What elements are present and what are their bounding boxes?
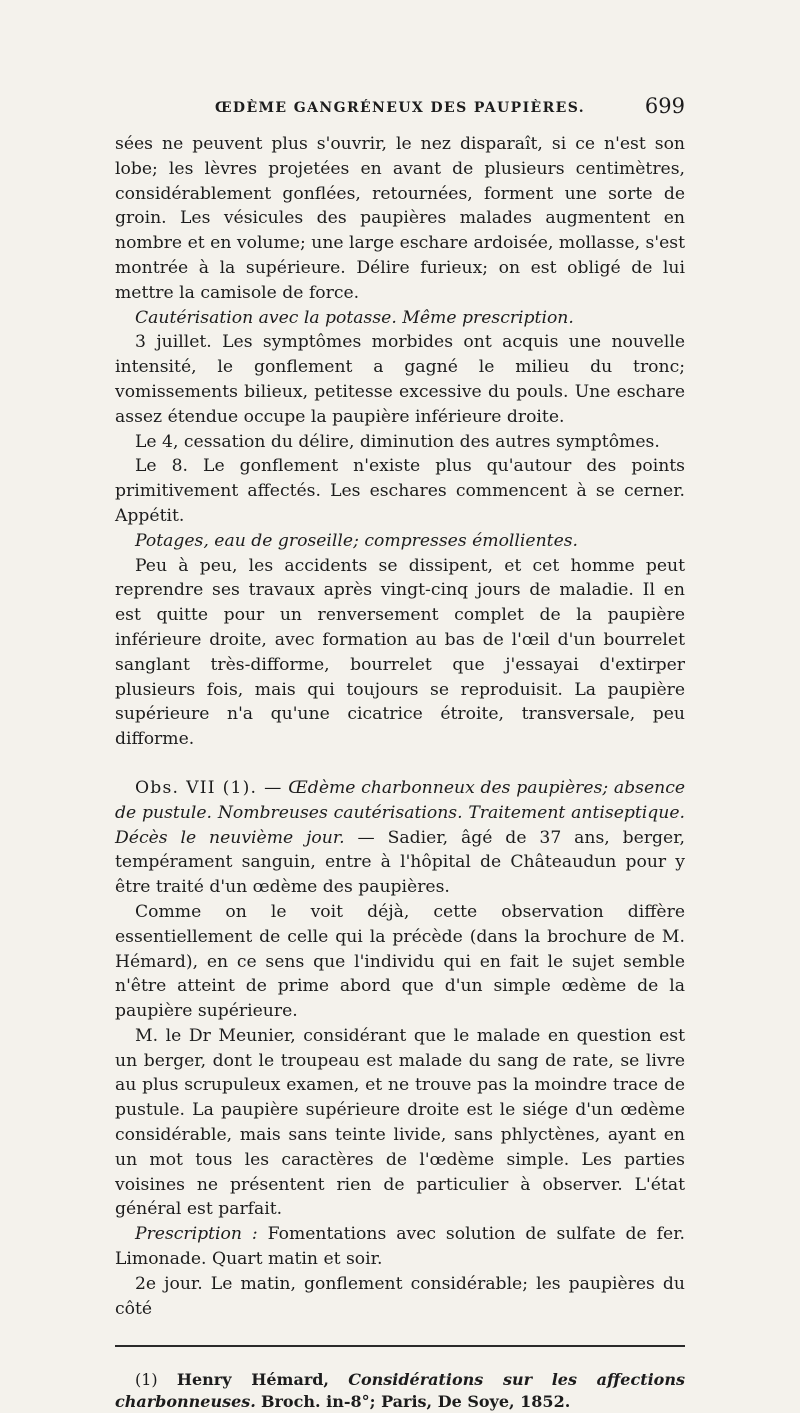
footnote-rule [115, 1345, 685, 1347]
paragraph-11: 2e jour. Le matin, gonflement considérable; les paupières du côté [115, 1273, 685, 1319]
observation-label: Obs. VII (1). — [135, 777, 283, 798]
paragraph-3: 3 juillet. Les symptômes morbides ont acquis une nouvelle intensité, le gonflement a gagné le milieu du tronc; vomissements bilieux, petitesse excessive du pouls. Une eschare assez étendue occupe la paupière inférieure droite. [115, 332, 685, 427]
paragraph-4: Le 4, cessation du délire, diminution des autres symptômes. [135, 431, 660, 452]
paragraph-9: M. le Dr Meunier, considérant que le malade en question est un berger, dont le troupeau est malade du sang de rate, se livre au plus scrupuleux examen, et ne trouve pas la moindre trace de pustule. La paupière supérieure droite est le siége d'un œdème considérable, mais sans teinte livide, sans phlyctènes, ayant en un mot tous les caractères de l'œdème simple. Les parties voisines ne présentent rien de particulier à observer. L'état général est parfait. [115, 1025, 685, 1220]
paragraph-5: Le 8. Le gonflement n'existe plus qu'autour des points primitivement affectés. Les eschares commencent à se cerner. Appétit. [115, 456, 685, 526]
observation-intro: — Sadier, âgé de 37 ans, berger, tempérament sanguin, entre à l'hôpital de Châteaudun pour y être traité d'un œdème des paupières. [115, 827, 685, 898]
footnote [115, 1369, 685, 1413]
paragraph-6 [115, 529, 685, 554]
page-header [115, 92, 685, 132]
body-text [115, 132, 685, 1321]
footnote-title: Considérations sur les affections charbonneuses. [115, 1370, 685, 1412]
prescription-text: Cautérisation avec la potasse. Même prescription. [135, 307, 574, 328]
running-title: ŒDÈME GANGRÉNEUX DES PAUPIÈRES. [215, 100, 585, 116]
paragraph-10 [115, 1222, 685, 1272]
paragraph-8: Comme on le voit déjà, cette observation diffère essentiellement de celle qui la précède (dans la brochure de M. Hémard), en ce sens que l'individu qui en fait le sujet semble n'être atteint de prime abord que d'un simple œdème de la paupière supérieure. [115, 901, 685, 1022]
paragraph-7: Peu à peu, les accidents se dissipent, et cet homme peut reprendre ses travaux après vingt-cinq jours de maladie. Il en est quitte pour un renversement complet de la paupière inférieure droite, avec formation au bas de l'œil d'un bourrelet sanglant très-difforme, bourrelet que j'essayai d'extirper plusieurs fois, mais qui toujours se reproduisit. La paupière supérieure n'a qu'une cicatrice étroite, transversale, peu difforme. [115, 555, 685, 750]
treatment-text: Potages, eau de groseille; compresses émollientes. [135, 530, 579, 551]
footnote-author: Henry Hémard, [176, 1370, 329, 1390]
prescription-detail: Fomentations avec solution de sulfate de fer. Limonade. Quart matin et soir. [115, 1224, 685, 1270]
page-number: 699 [644, 94, 685, 118]
observation-heading [115, 776, 685, 900]
paragraph-1: sées ne peuvent plus s'ouvrir, le nez disparaît, si ce n'est son lobe; les lèvres projetées en avant de plusieurs centimètres, considérablement gonflées, retournées, forment une sorte de groin. Les vésicules des paupières malades augmentent en nombre et en volume; une large eschare ardoisée, mollasse, s'est montrée à la supérieure. Délire furieux; on est obligé de lui mettre la camisole de force. [115, 134, 685, 303]
paragraph-2 [115, 306, 685, 331]
footnote-publication: Broch. in-8°; Paris, De Soye, 1852. [260, 1392, 571, 1412]
observation-title: Œdème charbonneux des paupières; absence de pustule. Nombreuses cautérisations. Traitement antiseptique. Décès le neuvième jour. [115, 777, 686, 848]
footnote-marker: (1) [135, 1370, 158, 1390]
prescription-label: Prescription : [135, 1224, 258, 1245]
